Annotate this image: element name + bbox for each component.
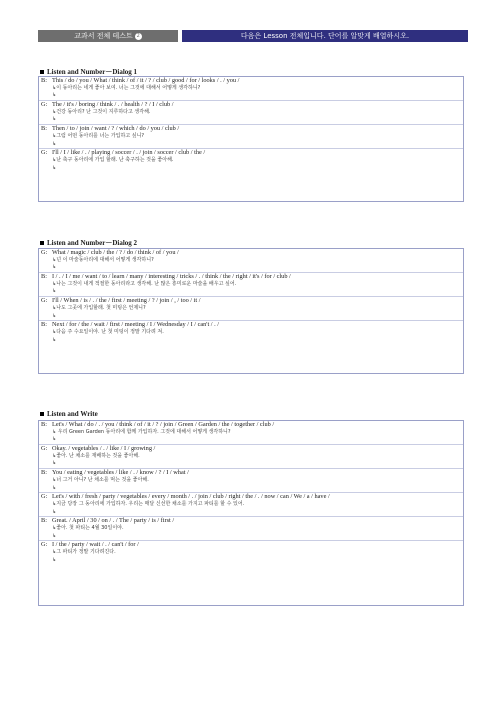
section-title-text: Listen and Number－Dialog 2 [47, 239, 138, 247]
korean-translation: ↳나는 그것이 내게 적절한 동아리라고 생각해. 난 많은 흥미로운 마술을 배우고 싶어. [52, 280, 237, 287]
dialog2-box [38, 248, 464, 374]
square-bullet-icon [40, 70, 44, 74]
korean-translation: ↳좋아. 첫 파티는 4월 30일이야. [52, 524, 124, 531]
scrambled-sentence: Let's / What / do / . / you / think / of / it / ? / join / Green / Garden / the / together / club / [52, 421, 275, 428]
scrambled-sentence: Great. / April / 30 / on / . / The / party / is / first / [52, 517, 175, 525]
scrambled-sentence: Then / to / join / want / ? / which / do / you / club / [52, 125, 180, 133]
answer-line: ↳ [52, 140, 57, 147]
square-bullet-icon [40, 412, 44, 416]
answer-line: ↳ [52, 436, 57, 443]
speaker: G: [41, 297, 48, 305]
korean-translation: ↳다음 주 수요일이야. 난 첫 미팅이 정말 기다려 져. [52, 328, 164, 335]
korean-translation: ↳넌 이 마술동아리에 대해서 어떻게 생각하니? [52, 256, 154, 263]
speaker: B: [41, 421, 47, 428]
answer-line: ↳ [52, 312, 57, 319]
answer-line: ↳ [52, 264, 57, 271]
speaker: G: [41, 493, 48, 501]
answer-line: ↳ [52, 532, 57, 539]
speaker: B: [41, 77, 47, 84]
section-title-listen-write [40, 410, 98, 418]
korean-translation: ↳그 파티가 정말 기다려진다. [52, 549, 116, 555]
scrambled-sentence: I'll / When / is / . / the / first / meeting / ? / join / , / too / it / [52, 297, 201, 305]
scrambled-sentence: The / it's / boring / think / . / health / ? / I / club / [52, 101, 174, 109]
instruction-banner: 다음은 Lesson 전체입니다. 단어를 알맞게 배열하시오. [182, 30, 468, 42]
scrambled-sentence: You / eating / vegetables / like / . / know / ? / I / what / [52, 469, 189, 477]
scrambled-sentence: Okay. / vegetables / . / like / I / growing / [52, 445, 156, 453]
speaker: B: [41, 125, 47, 133]
dialog1-box [38, 76, 464, 202]
korean-translation: ↳지금 당장 그 동아리에 가입하자. 우리는 매달 신선한 채소를 가지고 파티를 할 수 있어. [52, 500, 245, 507]
korean-translation: ↳너 그거 아니? 난 채소를 먹는 것을 좋아해. [52, 476, 149, 483]
korean-translation: ↳ 우리 Green Garden 동아리에 함께 가입하자. 그것에 대해서 어떻게 생각하니? [52, 428, 231, 435]
answer-line: ↳ [52, 508, 57, 515]
section-title-dialog2 [40, 238, 137, 248]
speaker: B: [41, 321, 47, 329]
korean-translation: ↳좋아. 난 채소를 재배하는 것을 좋아해. [52, 452, 140, 459]
answer-line: ↳ [52, 556, 57, 563]
square-bullet-icon [40, 241, 44, 245]
speaker: G: [41, 149, 48, 157]
answer-line: ↳ [52, 288, 57, 295]
scrambled-sentence: This / do / you / What / think / of / it / ? / club / good / for / looks / . / you / [52, 77, 240, 84]
test-number-badge: 2 [136, 32, 140, 39]
scrambled-sentence: Next / for / the / wait / first / meeting / I / Wednesday / I / can't / . / [52, 321, 219, 329]
speaker: G: [41, 445, 48, 453]
scrambled-sentence: What / magic / club / the / ? / do / think / of / you / [52, 249, 179, 256]
speaker: B: [41, 469, 47, 477]
scrambled-sentence: I / the / party / wait / . / can't / for / [52, 541, 139, 549]
scrambled-sentence: I'll / I / like / . / playing / soccer / . / join / soccer / club / the / [52, 149, 206, 157]
answer-line: ↳ [52, 92, 57, 99]
korean-translation: ↳나도 그곳에 가입할래. 첫 미팅은 언제니? [52, 304, 146, 311]
section-title-text: Listen and Number－Dialog 1 [47, 68, 138, 76]
speaker: B: [41, 517, 47, 525]
test-label [38, 30, 178, 42]
listen-write-box [38, 420, 464, 606]
answer-line: ↳ [52, 460, 57, 467]
scrambled-sentence: Let's / with / fresh / party / vegetables / every / month / . / join / club / right / the / . / now / can / We / a / have / [52, 493, 330, 501]
korean-translation: ↳그럼 어떤 동아리를 너는 가입하고 싶니? [52, 132, 145, 139]
answer-line: ↳ [52, 116, 57, 123]
korean-translation: ↳건강 동아리? 난 그것이 지루하다고 생각해. [52, 108, 151, 115]
answer-line: ↳ [52, 484, 57, 491]
header-bar [38, 30, 468, 42]
answer-line: ↳ [52, 164, 57, 171]
korean-translation: ↳이 동아리는 네게 좋아 보여. 너는 그것에 대해서 어떻게 생각하니? [52, 84, 201, 91]
scrambled-sentence: I / . / I / me / want / to / learn / many / interesting / tricks / . / think / the / right / it's / for / club / [52, 273, 291, 281]
answer-line: ↳ [52, 336, 57, 343]
test-title: 교과서 전체 테스트 [74, 32, 133, 40]
speaker: B: [41, 273, 47, 281]
korean-translation: ↳난 축구 동아리에 가입 할래. 난 축구하는 것을 좋아해. [52, 156, 174, 163]
section-title-text: Listen and Write [47, 410, 98, 418]
speaker: G: [41, 541, 48, 549]
speaker: G: [41, 249, 48, 256]
speaker: G: [41, 101, 48, 109]
